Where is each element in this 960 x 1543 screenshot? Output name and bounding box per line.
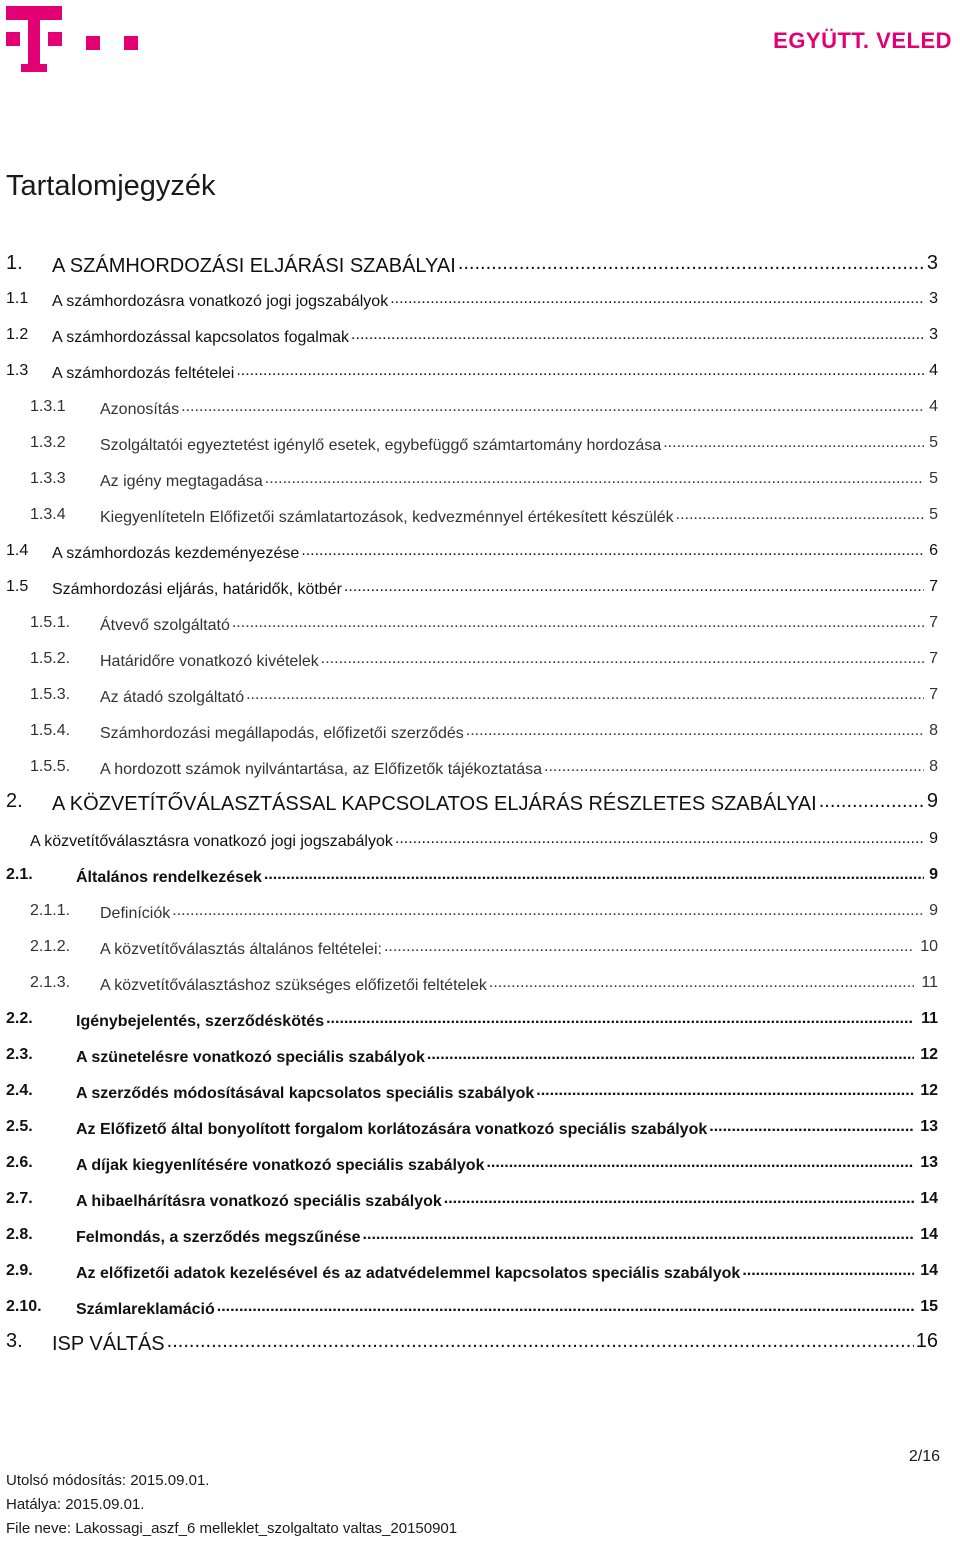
toc-entry-number: 2.6.	[6, 1154, 33, 1171]
toc-leader-dots	[486, 1154, 914, 1170]
toc-leader-dots	[466, 722, 924, 738]
toc-entry-page: 3	[929, 290, 938, 307]
toc-entry-page: 4	[929, 398, 938, 415]
toc-entry-page: 5	[929, 434, 938, 451]
page-number: 2/16	[908, 1448, 940, 1465]
toc-leader-dots	[390, 290, 924, 306]
toc-entry-page: 15	[920, 1298, 938, 1315]
toc-leader-dots	[676, 506, 924, 522]
toc-title: Tartalomjegyzék	[6, 170, 216, 202]
toc-leader-dots	[427, 1046, 914, 1062]
toc-entry-page: 7	[929, 650, 938, 667]
toc-entry-number: 1.4	[6, 542, 29, 559]
toc-entry-label: Az előfizetői adatok kezelésével és az adatvédelemmel kapcsolatos speciális szabályok	[76, 1265, 741, 1282]
toc-entry[interactable]	[0, 686, 960, 714]
toc-leader-dots	[344, 578, 924, 594]
toc-leader-dots	[363, 1226, 914, 1242]
toc-entry-number: 2.5.	[6, 1118, 33, 1135]
toc-entry[interactable]	[0, 902, 960, 930]
toc-entry-number: 1.2	[6, 326, 29, 343]
toc-entry-label: A KÖZVETÍTŐVÁLASZTÁSSAL KAPCSOLATOS ELJÁRÁS RÉSZLETES SZABÁLYAI	[52, 793, 817, 815]
toc-leader-dots	[301, 542, 924, 558]
toc-entry-label: Határidőre vonatkozó kivételek	[100, 653, 319, 670]
toc-entry-page: 8	[929, 758, 938, 775]
toc-entry-number: 1.5.1.	[30, 614, 71, 631]
toc-entry-page: 5	[929, 506, 938, 523]
toc-entry[interactable]	[0, 974, 960, 1002]
toc-entry-label: ISP VÁLTÁS	[52, 1333, 165, 1355]
toc-entry-label: Számhordozási eljárás, határidők, kötbér	[52, 581, 342, 598]
toc-entry-label: A szerződés módosításával kapcsolatos speciális szabályok	[76, 1085, 535, 1102]
footer-filename: File neve: Lakossagi_aszf_6 melleklet_szolgaltato valtas_20150901	[6, 1520, 458, 1537]
toc-leader-dots	[236, 362, 924, 378]
toc-entry-page: 11	[921, 1010, 938, 1027]
toc-entry-page: 9	[929, 866, 938, 883]
toc-entry-number: 1.5	[6, 578, 29, 595]
toc-entry-page: 9	[929, 902, 938, 919]
toc-entry[interactable]	[0, 470, 960, 498]
toc-entry-number: 2.	[6, 790, 23, 812]
toc-entry-label: Kiegyenlíteteln Előfizetői számlatartozások, kedvezménnyel értékesített készülék	[100, 509, 674, 526]
toc-entry[interactable]	[0, 1298, 960, 1326]
telekom-t-logo-icon	[6, 6, 146, 76]
toc-entry[interactable]	[0, 326, 960, 354]
toc-entry[interactable]	[0, 434, 960, 462]
toc-entry-number: 2.2.	[6, 1010, 33, 1027]
toc-leader-dots	[264, 866, 924, 882]
toc-entry-page: 5	[929, 470, 938, 487]
toc-entry-page: 3	[926, 252, 938, 274]
toc-entry-number: 1.5.2.	[30, 650, 71, 667]
toc-entry-label: A hordozott számok nyilvántartása, az Előfizetők tájékoztatása	[100, 761, 543, 778]
toc-entry-number: 3.	[6, 1330, 23, 1352]
toc-entry[interactable]	[0, 938, 960, 966]
toc-entry[interactable]	[0, 1082, 960, 1110]
toc-entry[interactable]	[0, 650, 960, 678]
toc-entry-label: Átvevő szolgáltató	[100, 617, 230, 634]
toc-entry-number: 1.	[6, 252, 23, 274]
toc-entry-label: Az igény megtagadása	[100, 473, 263, 490]
toc-entry-label: Az átadó szolgáltató	[100, 689, 245, 706]
toc-entry-page: 7	[929, 578, 938, 595]
toc-entry-label: A számhordozás feltételei	[52, 365, 235, 382]
toc-leader-dots	[167, 1330, 914, 1350]
toc-entry-page: 9	[926, 790, 938, 812]
toc-entry-number: 1.3.1	[30, 398, 66, 415]
toc-entry-page: 14	[920, 1190, 938, 1207]
toc-entry-label: A számhordozásra vonatkozó jogi jogszabályok	[52, 293, 389, 310]
toc-entry-label: Definíciók	[100, 905, 171, 922]
toc-leader-dots	[232, 614, 924, 630]
footer-effective: Hatálya: 2015.09.01.	[6, 1496, 145, 1513]
toc-leader-dots	[819, 790, 924, 810]
toc-leader-dots	[458, 252, 924, 272]
toc-entry-label: A SZÁMHORDOZÁSI ELJÁRÁSI SZABÁLYAI	[52, 255, 456, 277]
toc-entry-number: 1.5.4.	[30, 722, 71, 739]
toc-entry-label: Számlareklamáció	[76, 1301, 215, 1318]
toc-entry[interactable]	[0, 1046, 960, 1074]
toc-entry-number: 2.1.2.	[30, 938, 71, 955]
toc-leader-dots	[265, 470, 924, 486]
toc-entry[interactable]	[0, 398, 960, 426]
toc-entry-label: Igénybejelentés, szerződéskötés	[76, 1013, 325, 1030]
toc-entry[interactable]	[0, 1154, 960, 1182]
toc-entry-page: 7	[929, 686, 938, 703]
toc-leader-dots	[709, 1118, 914, 1134]
toc-leader-dots	[742, 1262, 914, 1278]
toc-entry[interactable]	[0, 506, 960, 534]
toc-entry-number: 1.1	[6, 290, 29, 307]
toc-entry-label: A számhordozással kapcsolatos fogalmak	[52, 329, 350, 346]
toc-entry-page: 11	[921, 974, 938, 991]
toc-entry-number: 1.3.4	[30, 506, 66, 523]
toc-entry-page: 16	[915, 1330, 938, 1352]
toc-entry[interactable]	[0, 1118, 960, 1146]
toc-entry-page: 6	[929, 542, 938, 559]
toc-entry-number: 2.10.	[6, 1298, 42, 1315]
toc-entry-label: A szünetelésre vonatkozó speciális szabályok	[76, 1049, 425, 1066]
toc-entry[interactable]	[0, 830, 960, 858]
toc-entry[interactable]	[0, 790, 960, 818]
toc-entry-label: A közvetítőválasztásra vonatkozó jogi jogszabályok	[30, 833, 393, 850]
toc-entry-label: A hibaelhárításra vonatkozó speciális szabályok	[76, 1193, 442, 1210]
toc-entry-page: 14	[920, 1226, 938, 1243]
toc-entry-label: A közvetítőválasztáshoz szükséges előfizetői feltételek	[100, 977, 487, 994]
toc-entry-number: 2.8.	[6, 1226, 33, 1243]
toc-leader-dots	[217, 1298, 914, 1314]
toc-entry[interactable]	[0, 1262, 960, 1290]
toc-entry-number: 2.4.	[6, 1082, 33, 1099]
toc-entry-label: Szolgáltatói egyeztetést igénylő esetek, egybefüggő számtartomány hordozása	[100, 437, 662, 454]
toc-leader-dots	[544, 758, 924, 774]
toc-leader-dots	[384, 938, 914, 954]
toc-entry-page: 13	[920, 1118, 938, 1135]
toc-entry-page: 12	[920, 1046, 938, 1063]
toc-leader-dots	[351, 326, 924, 342]
toc-entry-page: 4	[929, 362, 938, 379]
toc-leader-dots	[181, 398, 924, 414]
toc-entry[interactable]	[0, 866, 960, 894]
toc-entry[interactable]	[0, 542, 960, 570]
footer-modified: Utolsó módosítás: 2015.09.01.	[6, 1472, 210, 1489]
toc-entry-label: Általános rendelkezések	[76, 869, 262, 886]
toc-entry-number: 1.5.5.	[30, 758, 71, 775]
toc-entry[interactable]	[0, 1330, 960, 1358]
toc-entry[interactable]	[0, 614, 960, 642]
toc-entry-number: 1.3	[6, 362, 29, 379]
toc-entry-number: 2.1.	[6, 866, 33, 883]
toc-entry-page: 7	[929, 614, 938, 631]
toc-entry-page: 9	[929, 830, 938, 847]
toc-entry-label: Azonosítás	[100, 401, 180, 418]
toc-entry-page: 8	[929, 722, 938, 739]
toc-entry[interactable]	[0, 722, 960, 750]
toc-entry[interactable]	[0, 1190, 960, 1218]
toc-leader-dots	[663, 434, 924, 450]
toc-leader-dots	[246, 686, 924, 702]
toc-entry-page: 3	[929, 326, 938, 343]
toc-entry[interactable]	[0, 578, 960, 606]
toc-entry-page: 13	[920, 1154, 938, 1171]
toc-entry-label: A közvetítőválasztás általános feltételei:	[100, 941, 382, 958]
toc-leader-dots	[395, 830, 924, 846]
toc-entry-number: 1.3.2	[30, 434, 66, 451]
toc-entry[interactable]	[0, 252, 960, 280]
toc-leader-dots	[326, 1010, 914, 1026]
toc-entry-label: Számhordozási megállapodás, előfizetői szerződés	[100, 725, 464, 742]
toc-entry[interactable]	[0, 1010, 960, 1038]
toc-entry-number: 2.9.	[6, 1262, 33, 1279]
toc-leader-dots	[489, 974, 914, 990]
toc-entry-number: 2.1.1.	[30, 902, 71, 919]
toc-entry[interactable]	[0, 290, 960, 318]
toc-entry-page: 14	[920, 1262, 938, 1279]
toc-entry[interactable]	[0, 362, 960, 390]
toc-entry-number: 1.3.3	[30, 470, 66, 487]
toc-leader-dots	[321, 650, 924, 666]
toc-entry-label: A számhordozás kezdeményezése	[52, 545, 300, 562]
toc-entry[interactable]	[0, 1226, 960, 1254]
toc-entry[interactable]	[0, 758, 960, 786]
toc-leader-dots	[444, 1190, 914, 1206]
toc-entry-page: 10	[920, 938, 938, 955]
toc-entry-label: Felmondás, a szerződés megszűnése	[76, 1229, 361, 1246]
toc-entry-page: 12	[920, 1082, 938, 1099]
toc-entry-number: 2.7.	[6, 1190, 33, 1207]
brand-slogan: EGYÜTT. VELED	[773, 28, 952, 53]
toc-leader-dots	[172, 902, 924, 918]
toc-entry-label: Az Előfizető által bonyolított forgalom korlátozására vonatkozó speciális szabályok	[76, 1121, 708, 1138]
toc-leader-dots	[536, 1082, 914, 1098]
toc-entry-label: A díjak kiegyenlítésére vonatkozó speciális szabályok	[76, 1157, 485, 1174]
toc-entry-number: 1.5.3.	[30, 686, 71, 703]
toc-entry-number: 2.1.3.	[30, 974, 71, 991]
toc-entry-number: 2.3.	[6, 1046, 33, 1063]
